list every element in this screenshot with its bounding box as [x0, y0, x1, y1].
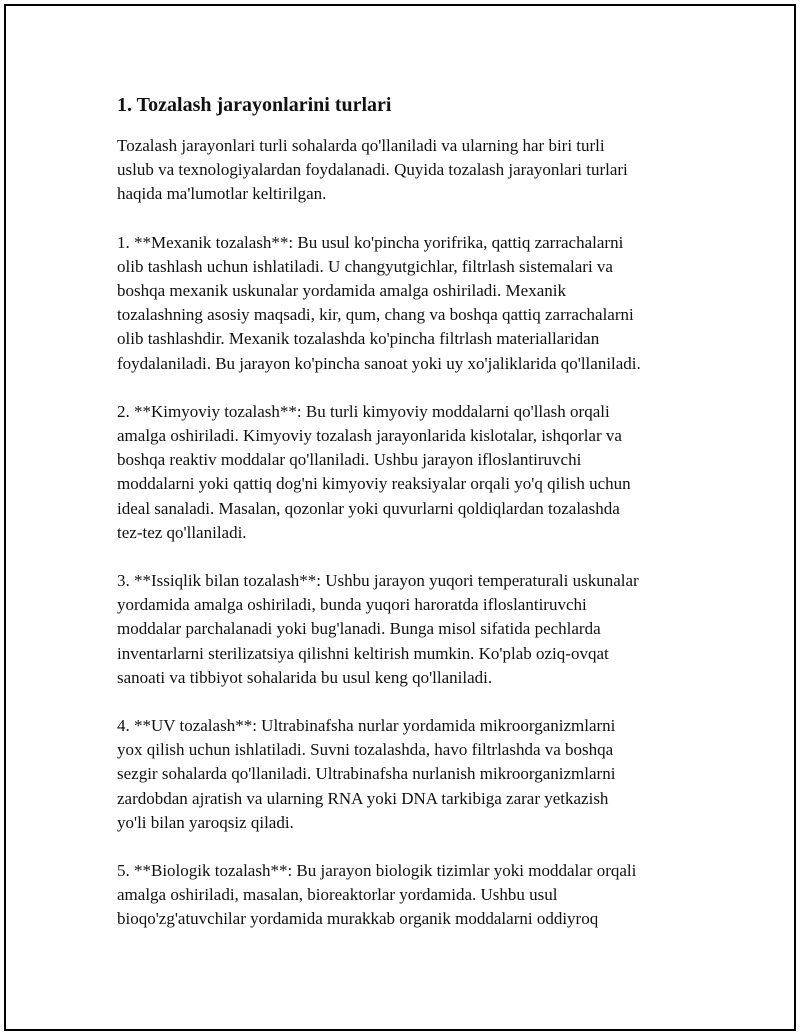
text-line: 4. **UV tozalash**: Ultrabinafsha nurlar yordamida mikroorganizmlarni — [117, 716, 616, 736]
text-line: inventarlarni sterilizatsiya qilishni keltirish mumkin. Ko'plab oziq-ovqat — [117, 643, 609, 663]
text-line: amalga oshiriladi, masalan, bioreaktorlar yordamida. Ushbu usul — [117, 885, 558, 905]
intro-paragraph — [117, 134, 697, 207]
text-line: 3. **Issiqlik bilan tozalash**: Ushbu jarayon yuqori temperaturali uskunalar — [117, 571, 639, 591]
text-line: foydalaniladi. Bu jarayon ko'pincha sanoat yoki uy xo'jaliklarida qo'llaniladi. — [117, 353, 641, 373]
text-line: uslub va texnologiyalardan foydalanadi. Quyida tozalash jarayonlari turlari — [117, 160, 628, 180]
text-line: 1. **Mexanik tozalash**: Bu usul ko'pincha yorifrika, qattiq zarrachalarni — [117, 232, 624, 252]
text-line: yox qilish uchun ishlatiladi. Suvni tozalashda, havo filtrlashda va boshqa — [117, 740, 614, 760]
uv-cleaning-paragraph — [117, 714, 697, 835]
text-line: haqida ma'lumotlar keltirilgan. — [117, 184, 327, 204]
text-line: Tozalash jarayonlari turli sohalarda qo'llaniladi va ularning har biri turli — [117, 136, 605, 155]
text-line: ideal sanaladi. Masalan, qozonlar yoki quvurlarni qoldiqlardan tozalashda — [117, 498, 620, 518]
text-line: sanoati va tibbiyot sohalarida bu usul keng qo'llaniladi. — [117, 667, 493, 687]
text-line: zardobdan ajratish va ularning RNA yoki DNA tarkibiga zarar yetkazish — [117, 788, 609, 808]
text-line: yordamida amalga oshiriladi, bunda yuqori haroratda ifloslantiruvchi — [117, 595, 587, 615]
text-line: moddalarni yoki qattiq dog'ni kimyoviy reaksiyalar orqali yo'q qilish uchun — [117, 474, 631, 494]
document-title: 1. Tozalash jarayonlarini turlari — [117, 94, 392, 116]
biological-cleaning-paragraph — [117, 859, 697, 932]
text-line: bioqo'zg'atuvchilar yordamida murakkab organik moddalarni oddiyroq — [117, 909, 599, 929]
text-line: 5. **Biologik tozalash**: Bu jarayon biologik tizimlar yoki moddalar orqali — [117, 861, 637, 881]
text-line: boshqa mexanik uskunalar yordamida amalga oshiriladi. Mexanik — [117, 281, 566, 301]
mechanical-cleaning-paragraph — [117, 231, 697, 376]
thermal-cleaning-paragraph — [117, 569, 697, 690]
text-line: olib tashlash uchun ishlatiladi. U changyutgichlar, filtrlash sistemalari va — [117, 256, 613, 276]
text-line: olib tashlashdir. Mexanik tozalashda ko'pincha filtrlash materiallaridan — [117, 329, 600, 349]
text-line: amalga oshiriladi. Kimyoviy tozalash jarayonlarida kislotalar, ishqorlar va — [117, 426, 622, 446]
chemical-cleaning-paragraph — [117, 400, 697, 545]
text-line: 2. **Kimyoviy tozalash**: Bu turli kimyoviy moddalarni qo'llash orqali — [117, 401, 610, 421]
text-line: boshqa reaktiv moddalar qo'llaniladi. Ushbu jarayon ifloslantiruvchi — [117, 450, 582, 470]
document-body — [117, 90, 697, 956]
text-line: sezgir sohalarda qo'llaniladi. Ultrabinafsha nurlanish mikroorganizmlarni — [117, 764, 616, 784]
text-line: yo'li bilan yaroqsiz qiladi. — [117, 812, 294, 832]
text-line: moddalar parchalanadi yoki bug'lanadi. Bunga misol sifatida pechlarda — [117, 619, 601, 639]
text-line: tozalashning asosiy maqsadi, kir, qum, chang va boshqa qattiq zarrachalarni — [117, 305, 634, 325]
text-line: tez-tez qo'llaniladi. — [117, 522, 247, 542]
